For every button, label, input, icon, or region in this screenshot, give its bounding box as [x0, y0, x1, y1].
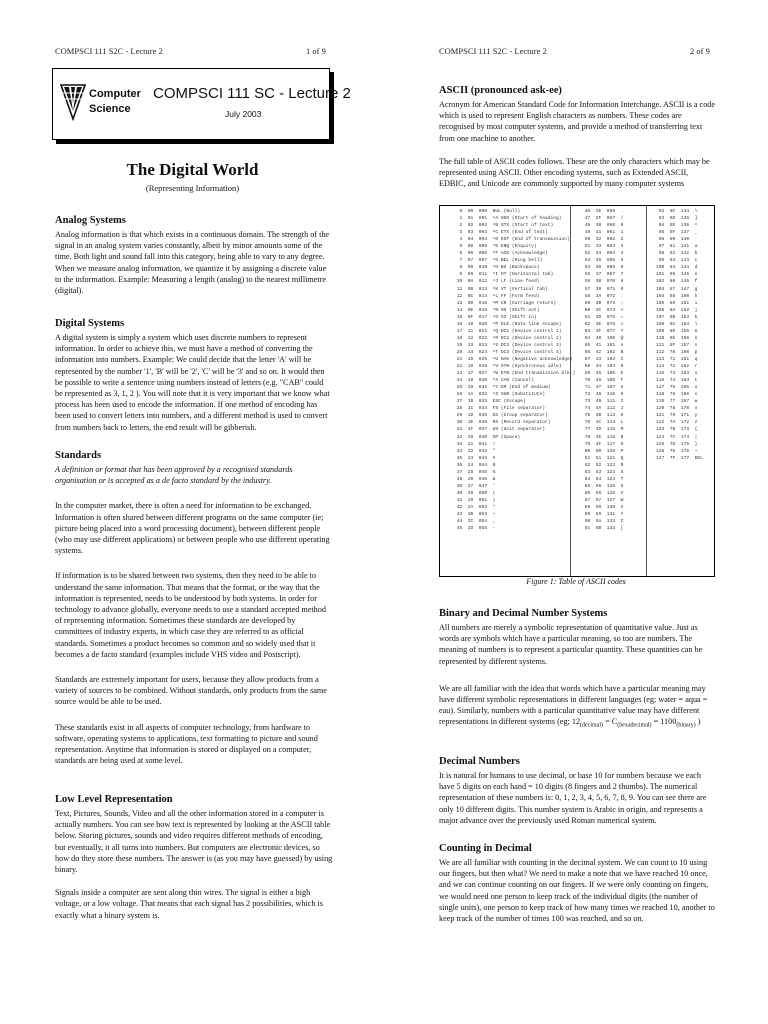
paragraph: It is natural for humans to use decimal, or base 10 for numbers because we each have 5 digits on each hand = 10 digits (8 fingers and 2 thumbs). The numerical representation of these numbers is: 0, 1, 2, 3, 4, 5, 6, 7, 8, 9. You can see there are only 10 different digits. This number system is Arabic in origin, and represents a major advance over the previously used Roman numerical system. — [439, 771, 707, 825]
paragraph: Standards are extremely important for users, because they allow products from a variety of sources to be combined. Without standards, only products from the same source would be able to be used. — [55, 675, 327, 707]
paragraph: We are all familiar with counting in the decimal system. We can count to 10 using our fingers, but then what? We need to make a note that we have reached 10 once, and we can continue counting on our fingers. If we were only counting on fingers, we would need one person to keep track of the individual digits (the number of single units), one person to keep track of how many times we reached 10, another to keep track of the number of times 100 was reached, and so on. — [439, 858, 715, 924]
paragraph: These standards exist in all aspects of computer technology, from hardware to software, operating systems to applications, text formatting to picture and sound representation. Anytime that information is stored or displayed on a computer, standards are being used at some level. — [55, 722, 318, 766]
subscript: (binary) — [676, 723, 696, 730]
paragraph: The full table of ASCII codes follows. These are the only characters which may be represented using ASCII. Other encoding systems, such as Extended ASCII, EDBIC, and Unicode are commonly supported by many computer systems — [439, 156, 710, 189]
section-analog-systems — [55, 215, 333, 306]
text-run: = C — [603, 717, 618, 727]
section-binary-decimal — [439, 608, 715, 742]
title-box — [52, 68, 351, 140]
ascii-column-3: 92 5C 134 \ 93 5D 135 ] 94 5E 136 ^ 95 5F 137 _ 96 60 140 ` 97 61 141 a 98 62 142 b 99 63 143 c 100 64 144 d 101 65 145 e 102 66 146 f 103 67 147 g 104 68 150 h 105 69 151 i 106 6A 152 j 107 6B 153 k 108 6C 154 l 109 6D 155 m 110 6E 156 n 111 6F 157 o 112 70 160 p 113 71 161 q 114 72 162 r 115 73 163 s 116 74 164 t 117 75 165 u 118 76 166 v 119 77 167 w 120 78 170 x 121 79 171 y 122 7A 172 z 123 7B 173 { 124 7C 174 | 125 7D 175 } 126 7E 176 ~ 127 7F 177 DEL — [656, 209, 703, 461]
paragraph: Text, Pictures, Sounds, Video and all the other information stored in a computer is actually numbers. You can see how text is represented by looking at the ASCII table below. Storing pictures, sounds and video requires different methods of encoding, but eventually, it all turns into numbers. But computers are electronic devices, so how do they store these numbers. The answer is (as you may have guessed) by using binary. — [55, 809, 333, 875]
section-standards — [55, 450, 333, 776]
section-heading: Digital Systems — [55, 318, 125, 329]
section-heading: Standards — [55, 450, 102, 461]
section-heading: Counting in Decimal — [439, 843, 532, 854]
section-ascii — [439, 85, 715, 199]
section-heading: Binary and Decimal Number Systems — [439, 608, 608, 619]
ascii-table — [439, 205, 715, 577]
page-number: 2 of 9 — [690, 46, 710, 56]
department-name — [89, 87, 141, 117]
lecture-title: COMPSCI 111 SC - Lecture 2 — [153, 85, 351, 102]
paragraph: Acronym for American Standard Code for Information Interchange. ASCII is a code which is used to represent English characters as numbers. These codes are recognised by most computer systems, and provide a method of transferring text from one machine to another. — [439, 100, 716, 143]
department-line-2: Science — [89, 103, 131, 115]
ascii-column-2: 46 2E 056 . 47 2F 057 / 48 30 060 0 49 31 061 1 50 32 062 2 51 33 063 3 52 34 064 4 53 35 065 5 54 36 066 6 55 37 067 7 56 38 070 8 57 39 071 9 58 3A 072 : 59 3B 073 ; 60 3C 074 < 61 3D 075 = 62 3E 076 > 63 3F 077 ? 64 40 100 @ 65 41 101 A 66 42 102 B 67 43 103 C 68 44 104 D 69 45 105 E 70 46 106 F 71 47 107 G 72 48 110 H 73 49 111 I 74 4A 112 J 75 4B 113 K 76 4C 114 L 77 4D 115 M 78 4E 116 N 79 4F 117 O 80 50 120 P 81 51 121 Q 82 52 122 R 83 53 123 S 84 54 124 T 85 55 125 U 86 56 126 V 87 57 127 W 88 58 130 X 89 59 131 Y 90 5A 132 Z 91 5B 133 [ — [584, 209, 624, 532]
section-counting-decimal — [439, 843, 715, 934]
subscript: (decimal) — [580, 723, 604, 730]
computer-science-logo-icon — [59, 81, 87, 121]
text-run: ) — [695, 717, 701, 727]
definition-italic: A definition or format that has been approved by a recognised standards organisation or is accepted as a de facto standard by the industry. — [55, 465, 293, 486]
section-decimal-numbers — [439, 756, 715, 836]
section-heading: ASCII (pronounced ask-ee) — [439, 85, 562, 96]
subscript: (hexadecimal) — [617, 723, 652, 730]
paragraph: Signals inside a computer are sent along thin wires. The signal is either a high voltage, or a low voltage. That means that each signal has 2 possibilities, which is exactly what a binary system is. — [55, 888, 323, 920]
section-digital-systems — [55, 318, 333, 443]
text-run: We are all familiar with the idea that words which have a particular meaning may have different symbolic representations in different languages (eg; water = aqua = eau). Similarly, numbers with a particular quantitative value may have different representations in different systems (eg; 12 — [439, 683, 708, 727]
text-run: = 1100 — [651, 717, 677, 727]
paragraph: Analog information is that which exists in a continuous domain. The strength of the signal in an analog system varies constantly, albeit by minor amounts some of the time. Both light and sound fall into this category, being able to vary to any degree. When we measure analog information, we quantize it by assigning a discrete value to the information. Example: Measuring a length (analog) to the nearest millimetre (digital). — [55, 230, 330, 296]
page-header-left: COMPSCI 111 S2C - Lecture 2 — [439, 46, 547, 56]
paragraph: A digital system is simply a system which uses discrete numbers to represent information. In order to achieve this, we must have a method of converting the information into numbers. Example: We could decide that the letter 'A' will be represented by the number '1', 'B' will be '2', 'C' will be '3' and so on. It would then be possible to write a sentence using numbers instead of letters (e.g. "CAB" could be represented as 3, 1, 2 ). You will note that it is very important that we know what process has been used to encode the information. If one method of encoding has been used to convert letters into numbers, and a different method is used to convert from numbers back to letters, the end result will be gibberish. — [55, 333, 330, 432]
document-title: The Digital World — [126, 160, 259, 179]
paragraph: If information is to be shared between two systems, then they need to be able to understand the same information. That means that the format, or the way that the information is represented, needs to be understood by both systems. In order for technology to advance globally, everyone needs to use a standard accepted method of representing information. Sometimes these standards are developed by committees of industry experts, in which case they are referred to as official standards. Sometimes a product becomes so common and so widely used that it becomes a de facto standard (examples include VHS video and Postscript). — [55, 571, 326, 659]
paragraph: In the computer market, there is often a need for information to be exchanged. Information is often shared between different programs on the same computer (ie; picture being placed into a word processing document), between different people (who may use different applications) or between people who use different operating systems. — [55, 501, 330, 556]
section-heading: Decimal Numbers — [439, 756, 520, 767]
figure-caption: Figure 1: Table of ASCII codes — [526, 577, 626, 586]
section-heading: Low Level Representation — [55, 794, 173, 805]
paragraph: All numbers are merely a symbolic representation of quantitative value. Just as words are symbols which have a particular meaning, so too are numbers. The meaning of numbers is to represent a particular quantity. These quantities can be represented by different systems. — [439, 623, 703, 666]
page-number: 1 of 9 — [306, 46, 326, 56]
section-low-level-representation — [55, 794, 333, 931]
section-heading: Analog Systems — [55, 215, 126, 226]
table-divider — [646, 206, 647, 576]
page-header-left: COMPSCI 111 S2C - Lecture 2 — [55, 46, 163, 56]
paragraph — [439, 683, 715, 732]
document-subtitle: (Representing Information) — [145, 183, 240, 193]
ascii-column-1: 0 00 000 NUL (Null) 1 01 001 ^A SOH (Start of heading) 2 02 002 ^B STX (Start of text) 3 03 003 ^C ETX (End of text) 4 04 004 ^D EOT (End of transmission) 5 05 005 ^E ENQ (Enquiry) 6 06 006 ^F ACK (Acknowledge) 7 07 007 ^G BEL (Ring bell) 8 08 010 ^H BS (Backspace) 9 09 011 ^I HT (Horizontal tab) 10 0A 012 ^J LF (Line feed) 11 0B 013 ^K VT (Vertical tab) 12 0C 014 ^L FF (Form feed) 13 0D 015 ^M CR (Carriage return) 14 0E 016 ^N SO (Shift out) 15 0F 017 ^O SI (Shift in) 16 10 020 ^P DLE (Data link escape) 17 11 021 ^Q DC1 (Device control 1) 18 12 022 ^R DC2 (Device control 2) 19 13 023 ^S DC3 (Device control 3) 20 14 024 ^T DC4 (Device control 4) 21 15 025 ^U NAK (Negative acknowledge) 22 16 026 ^V SYN (Synchronous idle) 23 17 027 ^W ETB (End transmission blk.) 24 18 030 ^X CAN (Cancel) 25 19 031 ^Y EM (End of medium) 26 1A 032 ^Z SUB (Substitute) 27 1B 033 ESC (Escape) 28 1C 034 FS (File separator) 29 1D 035 GS (Group separator) 30 1E 036 RS (Record separator) 31 1F 037 US (Unit separator) 32 20 040 SP (Space) 33 21 041 ! 34 22 042 " 35 23 043 # 36 24 044 $ 37 25 045 % 38 26 046 & 39 27 047 ' 40 28 050 ( 41 29 051 ) 42 2A 052 * 43 2B 053 + 44 2C 054 , 45 2D 055 - — [456, 209, 576, 532]
department-line-1: Computer — [89, 88, 141, 100]
lecture-date: July 2003 — [225, 109, 262, 119]
